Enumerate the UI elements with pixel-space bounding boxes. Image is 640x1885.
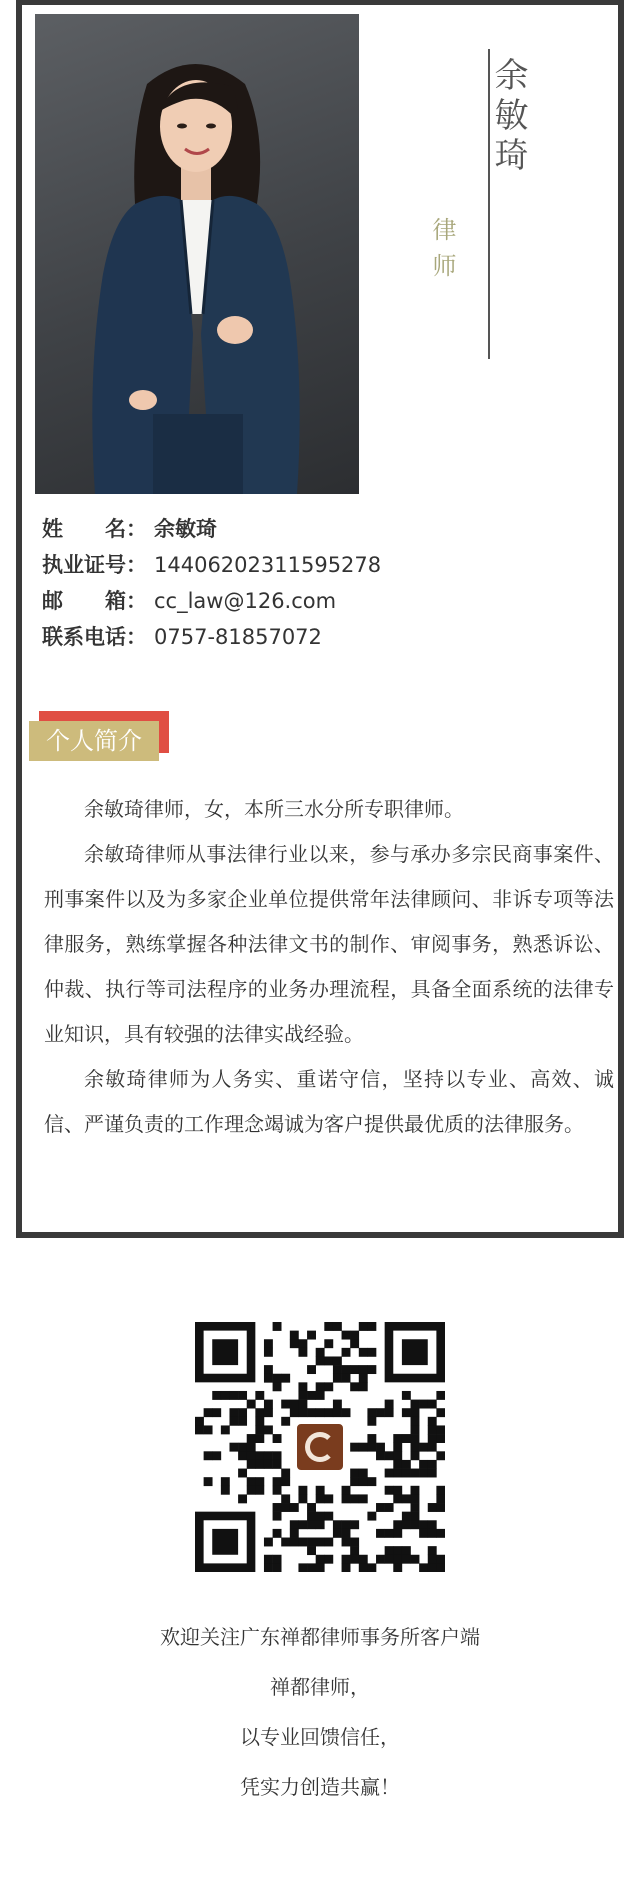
law-firm-logo-icon [293, 1420, 347, 1474]
lawyer-portrait-photo [35, 14, 359, 494]
section-heading [29, 711, 169, 759]
bio-paragraph: 余敏琦律师从事法律行业以来，参与承办多宗民商事案件、刑事案件以及为多家企业单位提供常年法律顾问、非诉专项等法律服务，熟练掌握各种法律文书的制作、审阅事务，熟悉诉讼、仲裁、执行等司法程序的业务办理流程，具备全面系统的法律专业知识，具有较强的法律实战经验。 [44, 842, 614, 1046]
email-link[interactable]: cc_law@126.com [154, 589, 337, 613]
bio-paragraph: 余敏琦律师，女，本所三水分所专职律师。 [84, 797, 464, 821]
footer-slogan [0, 1612, 640, 1812]
phone-link[interactable]: 0757-81857072 [154, 625, 322, 649]
footer-line: 以专业回馈信任， [240, 1725, 400, 1749]
lawyer-title-vertical: 律师 [428, 217, 456, 289]
section-title: 个人简介 [29, 721, 159, 761]
portrait-illustration [35, 14, 359, 494]
profile-card [16, 0, 624, 1238]
contact-info [42, 511, 381, 655]
footer-line: 欢迎关注广东禅都律师事务所客户端 [160, 1625, 480, 1649]
qr-code[interactable] [195, 1322, 445, 1572]
info-label: 邮 箱： [42, 589, 147, 613]
info-row-name [42, 511, 381, 547]
info-value: 14406202311595278 [154, 553, 382, 577]
bio-paragraph: 余敏琦律师为人务实、重诺守信，坚持以专业、高效、诚信、严谨负责的工作理念竭诚为客户提供最优质的法律服务。 [44, 1067, 614, 1136]
info-label: 执业证号： [42, 553, 147, 577]
footer-line: 凭实力创造共赢！ [240, 1775, 400, 1799]
biography [44, 787, 614, 1147]
info-row-email [42, 583, 381, 619]
info-row-phone [42, 619, 381, 655]
info-value: 余敏琦 [154, 517, 217, 541]
lawyer-name-vertical: 余敏琦 [488, 57, 528, 177]
info-row-license [42, 547, 381, 583]
footer-line: 禅都律师， [270, 1675, 370, 1699]
info-label: 姓 名： [42, 517, 147, 541]
logo-mark [305, 1432, 335, 1462]
info-label: 联系电话： [42, 625, 147, 649]
